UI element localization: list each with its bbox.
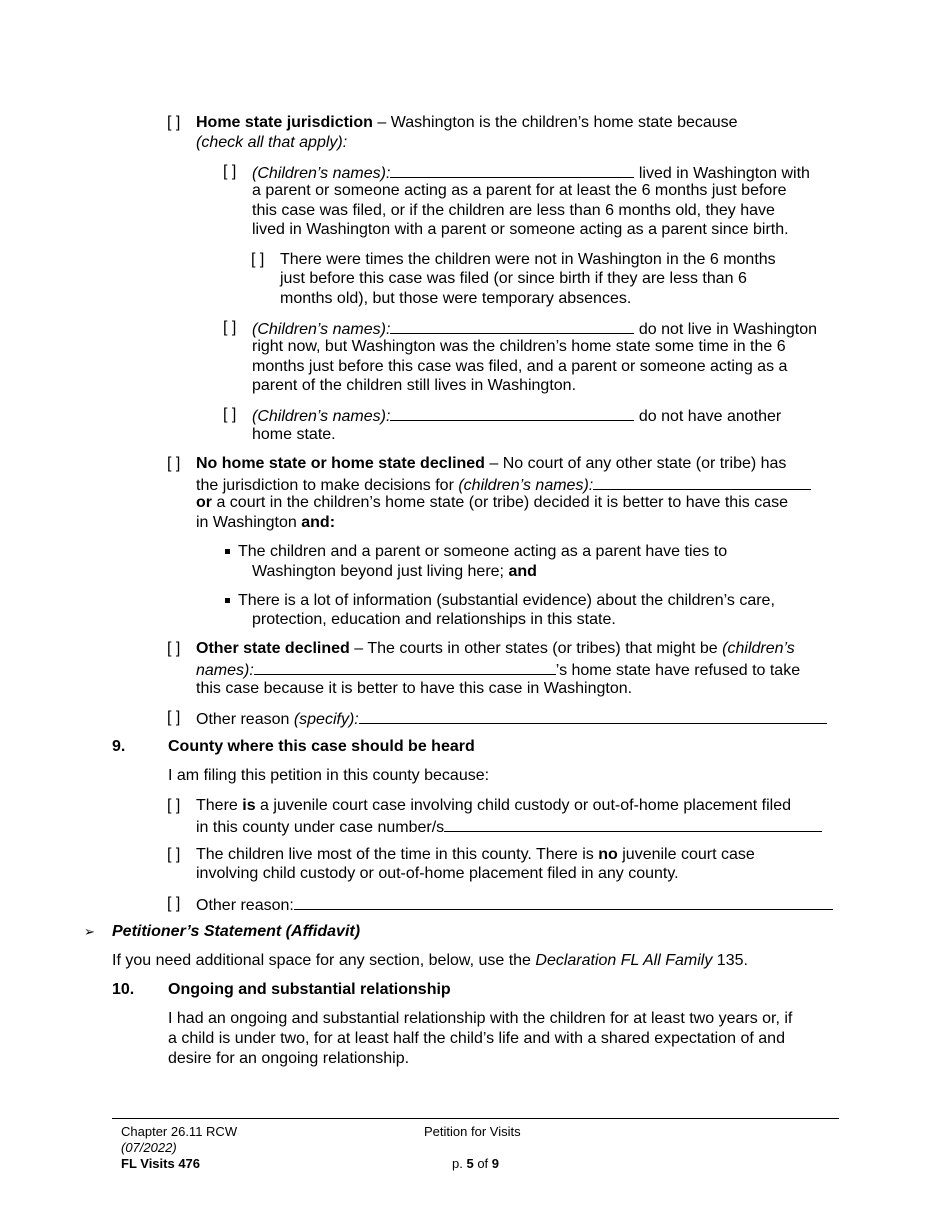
- sub1-line4: lived in Washington with a parent or someone acting as a parent since birth.: [252, 221, 789, 238]
- bullet2-line1: There is a lot of information (substantial evidence) about the children’s care,: [238, 592, 775, 609]
- b1l2-bold: and: [508, 563, 537, 580]
- other-state-checkbox[interactable]: [ ]: [167, 640, 181, 657]
- other-reason-line: [196, 708, 827, 730]
- o1b: a juvenile court case involving child custody or out-of-home placement filed: [255, 797, 791, 814]
- other-reason-checkbox[interactable]: [ ]: [167, 709, 181, 726]
- o1l2: in this county under case number/s: [196, 819, 445, 836]
- absences-line2: just before this case was filed (or since birth if they are less than 6: [280, 270, 747, 287]
- footer-chapter: Chapter 26.11 RCW: [121, 1124, 238, 1139]
- children-names-blank-4[interactable]: [593, 474, 811, 490]
- s9-num: 9.: [112, 738, 126, 755]
- fform: FL Visits 476: [121, 1156, 201, 1171]
- children-names-label: (Children’s names):: [252, 408, 391, 425]
- ps-title: Petitioner’s Statement (Affidavit): [112, 923, 361, 940]
- check-all-text: (check all that apply):: [196, 134, 348, 151]
- s10-line3: desire for an ongoing relationship.: [168, 1050, 410, 1067]
- absences-line3: months old), but those were temporary absences.: [280, 290, 632, 307]
- bullet1-line2: [252, 562, 537, 582]
- section9-intro: I am filing this petition in this county because:: [168, 767, 490, 784]
- no-home-state-line1: [196, 454, 786, 474]
- or-bold: or: [196, 494, 212, 511]
- sub1-line2: a parent or someone acting as a parent for at least the 6 months just before: [252, 182, 787, 199]
- s9-opt1-line1: [196, 796, 791, 816]
- o2bold: no: [598, 846, 618, 863]
- s9-title: County where this case should be heard: [168, 738, 475, 755]
- s9-opt2-line2: involving child custody or out-of-home placement filed in any county.: [196, 865, 679, 882]
- line2a: the jurisdiction to make decisions for: [196, 477, 459, 494]
- children-live-county-checkbox[interactable]: [ ]: [167, 846, 181, 863]
- pt: 9: [491, 1156, 500, 1171]
- sub3-line1: [252, 405, 781, 427]
- line3-rest: a court in the children’s home state (or tribe) decided it is better to have this case: [212, 494, 788, 511]
- no-home-state-after: – No court of any other state (or tribe) has: [484, 455, 787, 472]
- no-home-state-title: No home state or home state declined: [196, 455, 485, 472]
- specify-label: (specify):: [293, 711, 359, 728]
- sub1-after: lived in Washington with: [634, 165, 810, 182]
- petitioner-statement-title: [112, 922, 360, 942]
- children-names-label: (Children’s names):: [252, 165, 391, 182]
- sub2-line3: months just before this case was filed, and a parent or someone acting as a: [252, 358, 788, 375]
- absences-line1: There were times the children were not in Washington in the 6 months: [280, 251, 776, 268]
- children-names-blank-1[interactable]: [390, 162, 634, 178]
- line4a: in Washington: [196, 514, 302, 531]
- no-other-home-state-checkbox[interactable]: [ ]: [223, 406, 237, 423]
- other-state-line1: [196, 639, 795, 659]
- children-names-blank-2[interactable]: [390, 318, 634, 334]
- o1bold: is: [242, 797, 256, 814]
- s9-other-reason-checkbox[interactable]: [ ]: [167, 895, 181, 912]
- arrow-icon: ➢: [84, 924, 95, 939]
- s9-other-reason-blank[interactable]: [294, 894, 833, 910]
- children-names-blank-5[interactable]: [254, 659, 556, 675]
- footer-title: Petition for Visits: [424, 1124, 521, 1139]
- other-state-line3: this case because it is better to have this case in Washington.: [196, 680, 633, 697]
- footer-page: [452, 1156, 499, 1172]
- os-names: names):: [196, 662, 254, 679]
- os-line2-after: ’s home state have refused to take: [555, 662, 801, 679]
- os-italic: (children’s: [722, 640, 795, 657]
- home-state-line1: [196, 113, 738, 133]
- s10-line1: I had an ongoing and substantial relationship with the children for at least two years or, if: [168, 1010, 793, 1027]
- home-state-intro: – Washington is the children’s home state because: [372, 114, 738, 131]
- psa: If you need additional space for any section, below, use the: [112, 952, 536, 969]
- s10-line2: a child is under two, for at least half the child’s life and with a shared expectation of and: [168, 1030, 785, 1047]
- footer-form: [121, 1156, 200, 1172]
- children-names-blank-3[interactable]: [390, 405, 634, 421]
- footer-date: [121, 1140, 177, 1156]
- s9-opt3: [196, 894, 833, 916]
- s9-opt2-line1: [196, 845, 755, 865]
- s9-opt1-line2: [196, 816, 822, 838]
- other-state-line2: [196, 659, 800, 681]
- bullet2-line2: protection, education and relationships in this state.: [252, 611, 616, 628]
- po: of: [473, 1156, 492, 1171]
- no-home-state-line4: [196, 513, 335, 533]
- children-names-label: (children’s names):: [458, 477, 594, 494]
- petitioner-statement-note: [112, 951, 748, 971]
- bullet1-line1: The children and a parent or someone acting as a parent have ties to: [238, 543, 728, 560]
- children-lived-checkbox[interactable]: [ ]: [223, 163, 237, 180]
- section10-title: [168, 980, 451, 1000]
- o2b: juvenile court case: [617, 846, 755, 863]
- b1l2a: Washington beyond just living here;: [252, 563, 509, 580]
- section9-number: [112, 737, 125, 757]
- home-state-check-all: [196, 133, 347, 153]
- sub2-after: do not live in Washington: [634, 321, 818, 338]
- footer-rule: [112, 1118, 839, 1119]
- juvenile-case-checkbox[interactable]: [ ]: [167, 797, 181, 814]
- home-state-checkbox[interactable]: [ ]: [167, 114, 181, 131]
- sub1-line3: this case was filed, or if the children are less than 6 months old, they have: [252, 202, 775, 219]
- fdate: (07/2022): [121, 1140, 177, 1155]
- no-home-state-checkbox[interactable]: [ ]: [167, 455, 181, 472]
- o3: Other reason:: [196, 897, 294, 914]
- home-state-title: Home state jurisdiction: [196, 114, 373, 131]
- bullet-icon: [225, 598, 230, 603]
- sub3-line2: home state.: [252, 426, 336, 443]
- sub3-after: do not have another: [634, 408, 782, 425]
- s10-num: 10.: [112, 981, 135, 998]
- other-reason-label: Other reason: [196, 711, 294, 728]
- sub2-line2: right now, but Washington was the children’s home state some time in the 6: [252, 338, 786, 355]
- children-not-live-checkbox[interactable]: [ ]: [223, 319, 237, 336]
- o1a: There: [196, 797, 243, 814]
- pp: p.: [452, 1156, 467, 1171]
- psb: 135.: [712, 952, 748, 969]
- and-bold: and:: [301, 514, 336, 531]
- other-reason-blank[interactable]: [359, 708, 827, 724]
- case-number-blank[interactable]: [444, 816, 822, 832]
- pn: 5: [466, 1156, 474, 1171]
- children-names-label: (Children’s names):: [252, 321, 391, 338]
- bullet-icon: [225, 549, 230, 554]
- no-home-state-line3: [196, 493, 788, 513]
- o2a: The children live most of the time in this county. There is: [196, 846, 599, 863]
- section10-number: [112, 980, 134, 1000]
- psi: Declaration FL All Family: [535, 952, 713, 969]
- temporary-absences-checkbox[interactable]: [ ]: [251, 251, 265, 268]
- section9-title: [168, 737, 475, 757]
- other-state-title: Other state declined: [196, 640, 350, 657]
- os-after: – The courts in other states (or tribes) that might be: [349, 640, 723, 657]
- s10-title: Ongoing and substantial relationship: [168, 981, 451, 998]
- sub2-line4: parent of the children still lives in Washington.: [252, 377, 577, 394]
